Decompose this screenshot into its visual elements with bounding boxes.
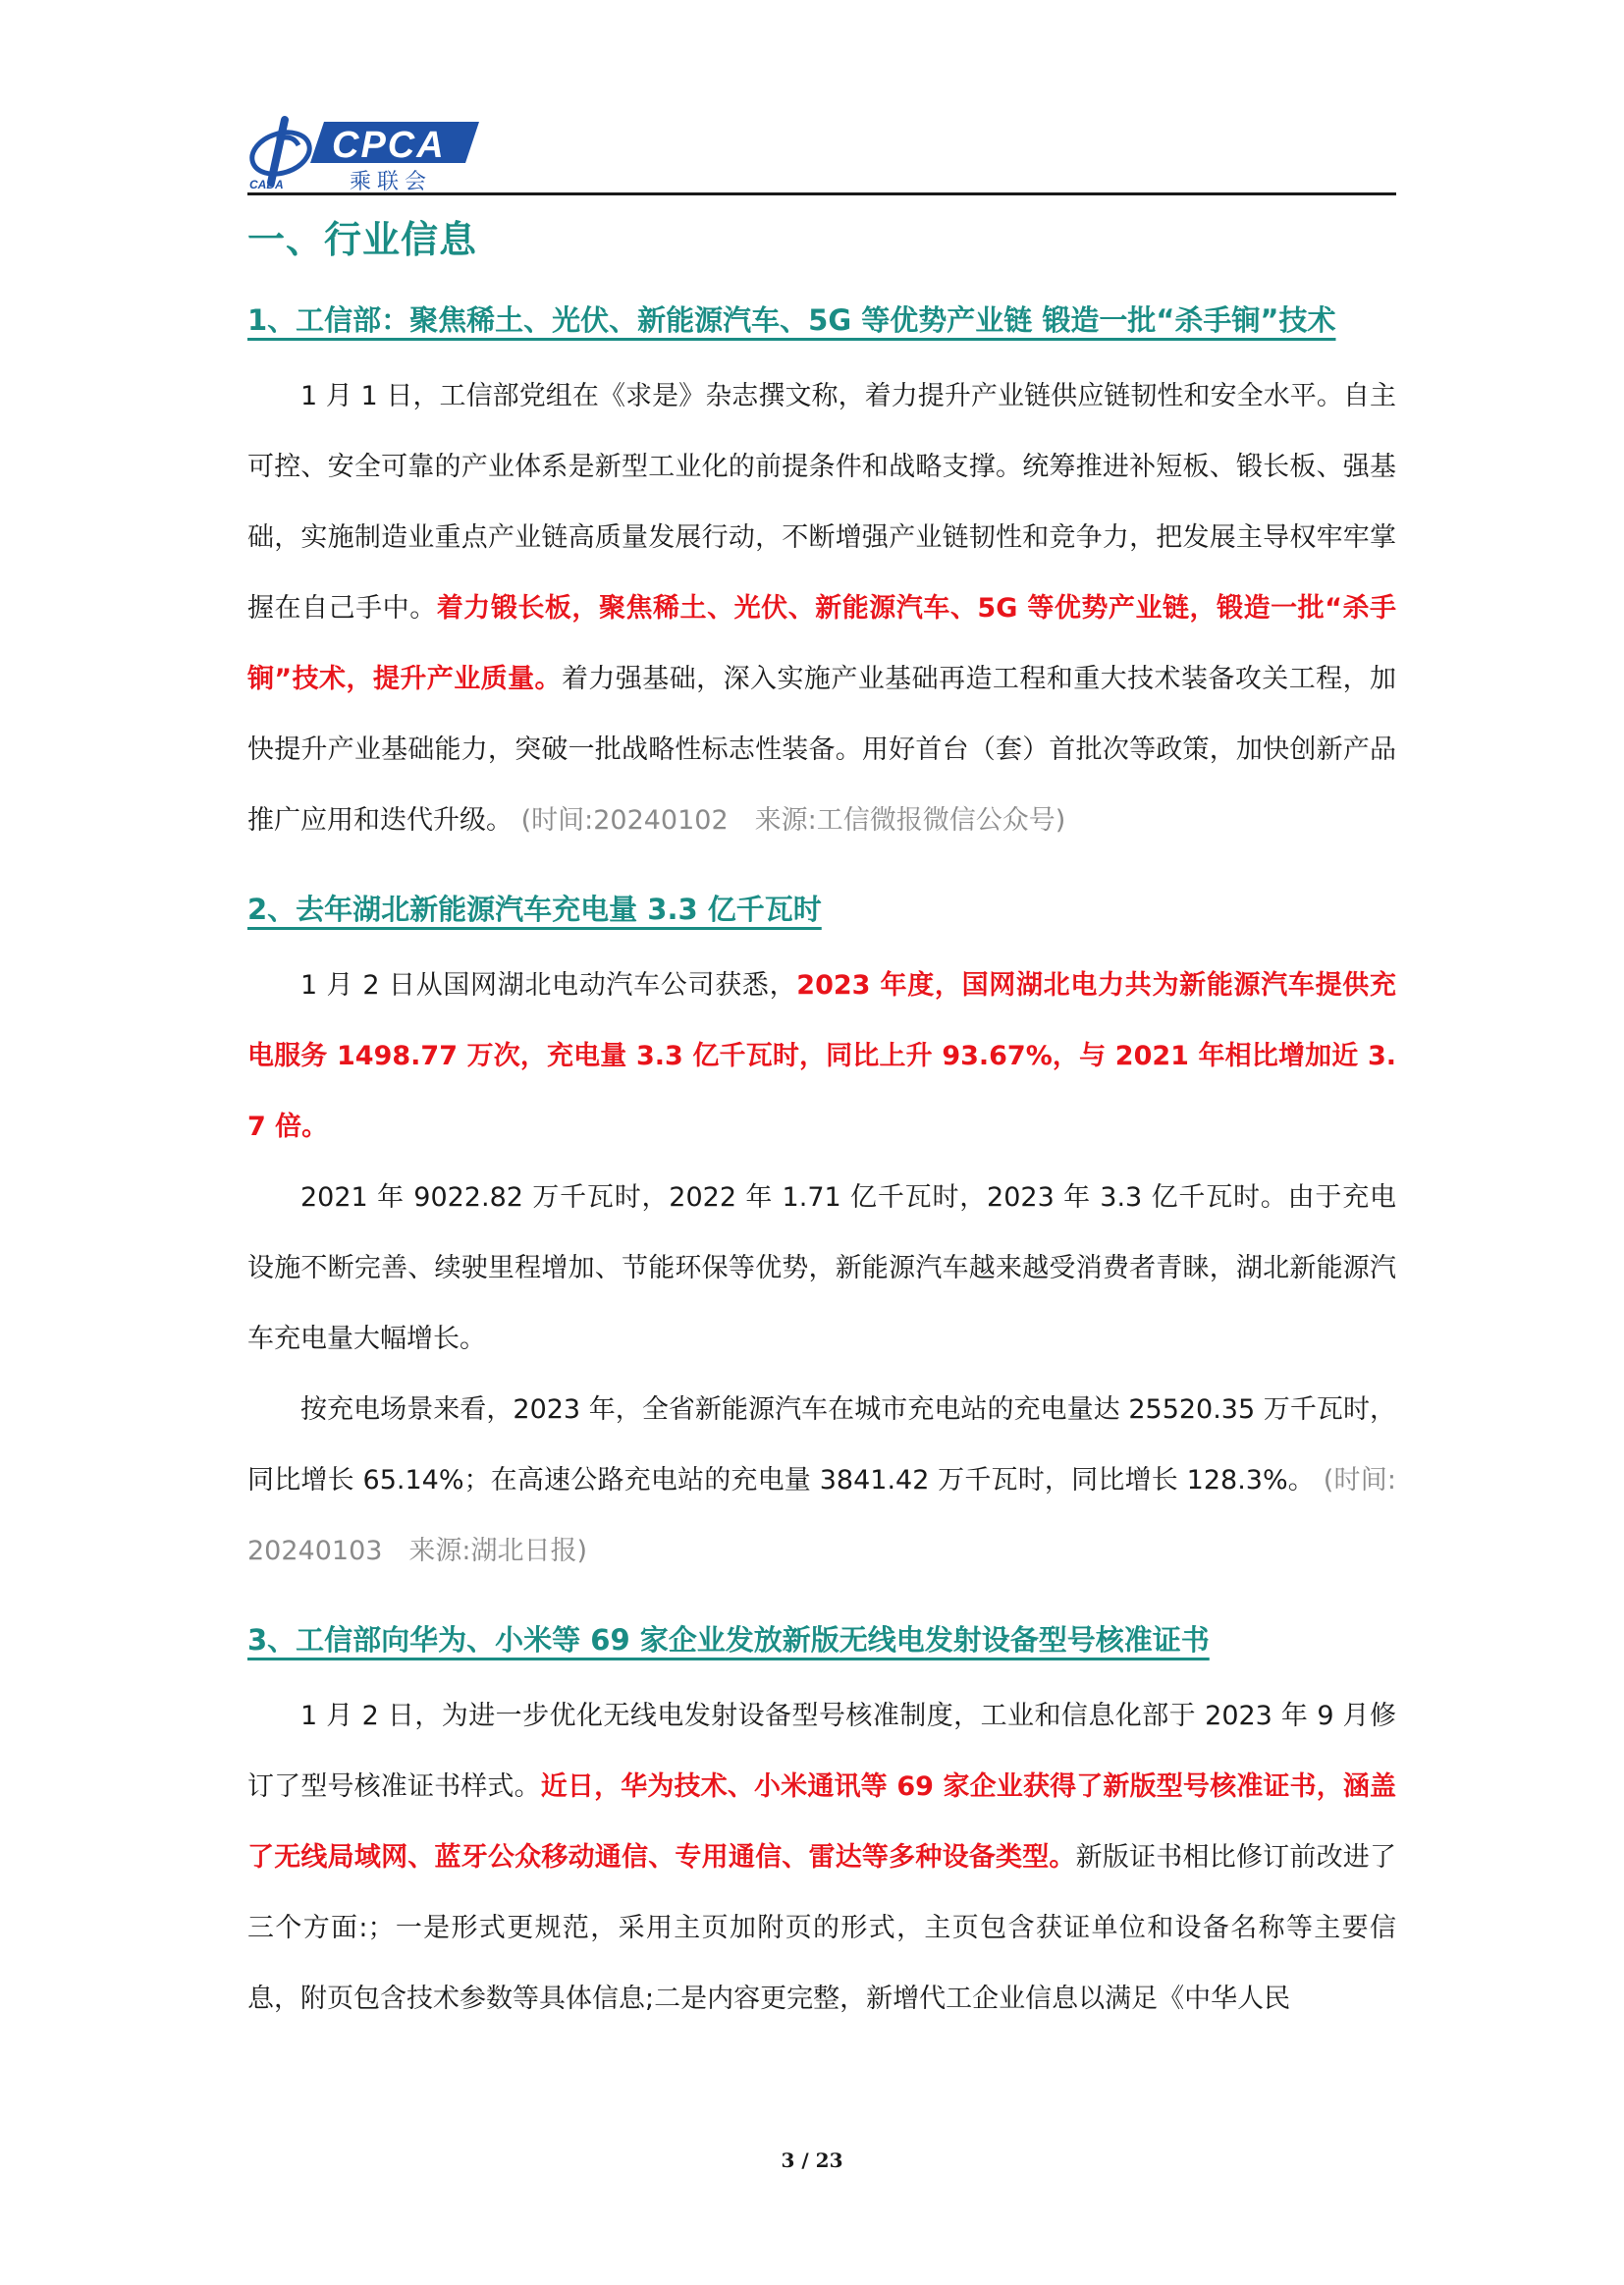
article-2-paragraph-1 [247, 951, 1396, 1163]
body-text: 1 月 1 日，工信部党组在《求是》杂志撰文称，着力提升产业链供应链韧性和安全水平。自主可控、安全可靠的产业体系是新型工业化的前提条件和战略支撑。统筹推进补短板、锻长板、强基础，实施制造业重点产业链高质量发展行动，不断增强产业链韧性和竞争力，把发展主导权牢牢掌握在自己手中。 [247, 381, 1396, 624]
section-title: 一、行业信息 [247, 218, 478, 261]
body-text: 2021 年 9022.82 万千瓦时，2022 年 1.71 亿千瓦时，2023 年 3.3 亿千瓦时。由于充电设施不断完善、续驶里程增加、节能环保等优势，新能源汽车越来越受消费者青睐，湖北新能源汽车充电量大幅增长。 [247, 1182, 1396, 1354]
article-3-paragraph-1 [247, 1681, 1396, 2035]
body-text: 1 月 2 日，为进一步优化无线电发射设备型号核准制度，工业和信息化部于 2023 年 9 月修订了型号核准证书样式。 [247, 1701, 1396, 1802]
source-note: (时间:20240103 来源:湖北日报) [247, 1465, 1396, 1566]
body-text: 按充电场景来看，2023 年，全省新能源汽车在城市充电站的充电量达 25520.35 万千瓦时，同比增长 65.14%；在高速公路充电站的充电量 3841.42 万千瓦时，同比增长 128.3%。 [247, 1394, 1396, 1496]
body-text: 1 月 2 日从国网湖北电动汽车公司获悉， [300, 970, 797, 1001]
body-text: 新版证书相比修订前改进了三个方面:；一是形式更规范，采用主页加附页的形式，主页包含获证单位和设备名称等主要信息，附页包含技术参数等具体信息;二是内容更完整，新增代工企业信息以满足《中华人民 [247, 1842, 1397, 2014]
body-text: 着力强基础，深入实施产业基础再造工程和重大技术装备攻关工程，加快提升产业基础能力，突破一批战略性标志性装备。用好首台（套）首批次等政策，加快创新产品推广应用和迭代升级。 [247, 664, 1397, 836]
logo-text: CPCA [332, 125, 446, 166]
logo-small-text: CADA [249, 178, 284, 191]
highlight-text: 着力锻长板，聚焦稀土、光伏、新能源汽车、5G 等优势产业链，锻造一批“杀手锏”技术，提升产业质量。 [247, 593, 1397, 694]
logo-subtext: 乘联会 [350, 170, 433, 192]
highlight-text: 2023 年度，国网湖北电力共为新能源汽车提供充电服务 1498.77 万次，充电量 3.3 亿千瓦时，同比上升 93.67%，与 2021 年相比增加近 3.7 倍。 [247, 970, 1396, 1142]
source-note: (时间:20240102 来源:工信微报微信公众号) [520, 805, 1066, 836]
article-1-paragraph-1 [247, 361, 1396, 856]
article-title-1: 1、工信部：聚焦稀土、光伏、新能源汽车、5G 等优势产业链 锻造一批“杀手锏”技术 [247, 303, 1336, 337]
page-number [0, 2149, 1624, 2172]
page-header [247, 110, 1396, 198]
article-title-2: 2、去年湖北新能源汽车充电量 3.3 亿千瓦时 [247, 893, 822, 926]
page-separator: / [801, 2149, 809, 2172]
article-2-paragraph-3 [247, 1375, 1396, 1587]
header-divider [247, 192, 1396, 195]
article-2-paragraph-2 [247, 1163, 1396, 1375]
highlight-text: 近日，华为技术、小米通讯等 69 家企业获得了新版型号核准证书，涵盖了无线局域网、蓝牙公众移动通信、专用通信、雷达等多种设备类型。 [247, 1771, 1397, 1873]
cpca-logo [247, 110, 483, 192]
page-current: 3 [781, 2149, 795, 2172]
main-content [247, 196, 1396, 2035]
page-total: 23 [815, 2149, 843, 2172]
article-title-3: 3、工信部向华为、小米等 69 家企业发放新版无线电发射设备型号核准证书 [247, 1623, 1210, 1657]
